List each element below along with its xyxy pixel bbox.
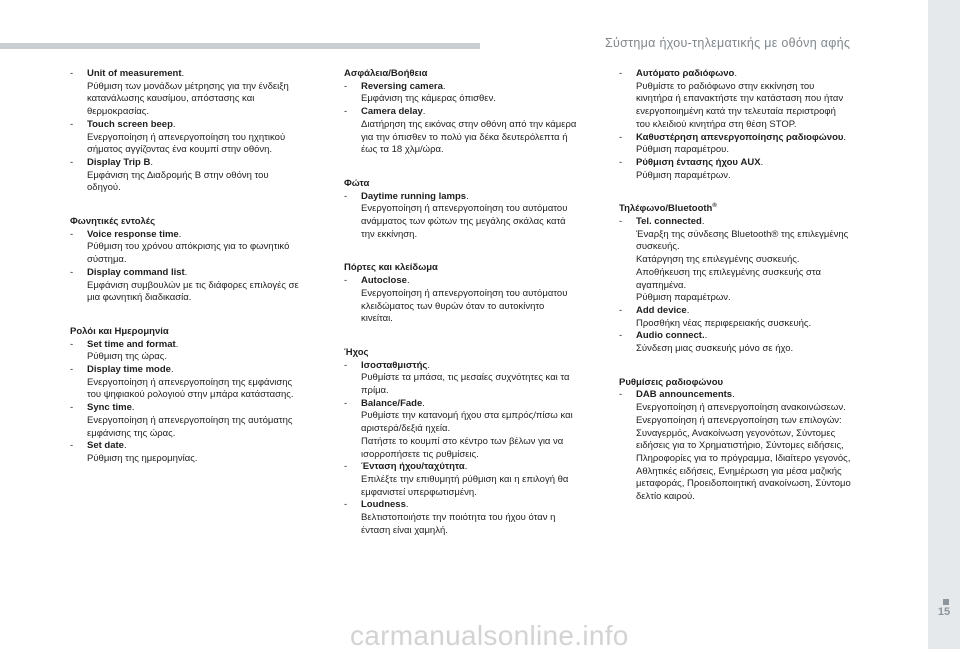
section: [344, 347, 609, 538]
section-title: [344, 262, 609, 275]
item-label: Unit of measurement: [87, 68, 182, 79]
page-header-title: Σύστημα ήχου-τηλεματικής με οθόνη αφής: [605, 36, 851, 50]
section: [344, 68, 609, 157]
page-number: 15: [937, 606, 951, 618]
item-label: Sync time: [87, 402, 132, 414]
section-title-text: Φώτα: [344, 177, 370, 189]
section-title: [70, 216, 335, 229]
item-label-period: .: [131, 402, 135, 414]
section-title-text: Ρολόι και Ημερομηνία: [70, 325, 169, 337]
item-label-period: .: [172, 118, 176, 130]
watermark: carmanualsonline.info: [350, 620, 629, 651]
item-label-period: .: [701, 216, 705, 228]
section-title-text: Ήχος: [344, 346, 369, 358]
item-label: Reversing camera: [361, 80, 443, 92]
item-label-period: .: [760, 156, 764, 168]
list-item: [344, 461, 609, 499]
list-item: [344, 360, 609, 398]
item-description: Ενεργοποίηση ή απενεργοποίηση του αυτόματου ανάμματος των φώτων της μεγάλης σκάλας κατά την εκκίνηση.: [361, 203, 568, 240]
section: [70, 326, 335, 466]
list-item: [344, 81, 609, 106]
item-label-period: .: [843, 131, 847, 143]
item-label-period: .: [422, 397, 425, 409]
item-label: Set date: [87, 440, 124, 452]
section-title: [344, 178, 609, 191]
list-item: [619, 132, 884, 157]
item-label: Καθυστέρηση απενεργοποίησης ραδιοφώνου: [636, 131, 844, 143]
section-title-text: Φωνητικές εντολές: [70, 216, 156, 228]
item-label: DAB announcements: [636, 389, 733, 401]
section-title: [619, 203, 884, 216]
section: [344, 178, 609, 242]
item-description: Ενεργοποίηση ή απενεργοποίηση του αυτόματου κλειδώματος των θυρών όταν το αυτοκίνητο κινείται.: [361, 287, 568, 325]
list-item: [70, 229, 335, 267]
item-label-period: .: [150, 156, 153, 168]
item-label: Display command list: [87, 266, 185, 278]
item-description: Ρύθμιση της ημερομηνίας.: [87, 452, 198, 464]
section: [70, 68, 335, 195]
item-description: Εμφάνιση της Διαδρομής B στην οθόνη του οδηγού.: [87, 169, 269, 194]
item-label-period: .: [734, 68, 737, 79]
item-label-period: .: [464, 461, 468, 473]
section: [70, 216, 335, 305]
item-description: Ενεργοποίηση ή απενεργοποίηση του ηχητικού σήματος αγγίζοντας ένα κουμπί στην οθόνη.: [87, 131, 286, 156]
item-label-period: .: [442, 80, 446, 92]
list-item: [619, 216, 884, 305]
section-title: [344, 347, 609, 360]
item-description: Εμφάνιση της κάμερας όπισθεν.: [361, 93, 496, 105]
list-item: [344, 398, 609, 462]
list-item: [344, 275, 609, 326]
item-description: Έναρξη της σύνδεσης Bluetooth® της επιλεγμένης συσκευής. Κατάργηση της επιλεγμένης συσκευής. Αποθήκευση της επιλεγμένης συσκευής στα αγαπημένα. Ρύθμιση παραμέτρων.: [636, 228, 849, 304]
item-label: Display Trip B: [87, 156, 151, 168]
item-description: Εμφάνιση συμβουλών με τις διάφορες επιλογές σε μια φωνητική διαδικασία.: [87, 279, 299, 304]
item-description: Ρύθμιση της ώρας.: [87, 351, 167, 363]
list-item: [344, 191, 609, 242]
list-item: [70, 267, 335, 305]
item-label: Tel. connected: [636, 216, 702, 228]
item-label: Add device: [636, 304, 687, 316]
section-title-text: Τηλέφωνο/Bluetooth: [619, 203, 713, 215]
list-item: [619, 68, 884, 132]
item-description: Ρυθμίστε το ραδιόφωνο στην εκκίνηση του κινητήρα ή επανακτήστε την κατάσταση που ήταν ενεργοποιημένη κατά την τελευταία περιστροφή του κλειδιού κινητήρα στη θέση STOP.: [636, 80, 844, 130]
item-label: Ισοσταθμιστής: [361, 359, 428, 371]
item-label-period: .: [732, 389, 735, 401]
item-description: Βελτιστοποιήστε την ποιότητα του ήχου όταν η ένταση είναι χαμηλή.: [361, 512, 556, 536]
list-item: [619, 330, 884, 355]
item-description: Διατήρηση της εικόνας στην οθόνη από την κάμερα για την όπισθεν το πολύ για δέκα δευτερόλεπτα ή έως τα 18 χλμ/ώρα.: [361, 118, 577, 156]
item-description: Επιλέξτε την επιθυμητή ρύθμιση και η επιλογή θα εμφανιστεί υπερφωτισμένη.: [361, 473, 569, 498]
section-title: [619, 377, 884, 390]
list-item: [344, 106, 609, 157]
item-description: Ρυθμίστε την κατανομή ήχου στα εμπρός/πίσω και αριστερά/δεξιά ηχεία. Πατήστε το κουμπί στο κέντρο των βέλων για να ισορροπήσετε τις ρυθμίσεις.: [361, 410, 573, 460]
item-description: Σύνδεση μιας συσκευής μόνο σε ήχο.: [636, 343, 794, 355]
item-label-period: .: [422, 106, 426, 118]
page-marker-square: [943, 599, 949, 605]
item-label-period: .: [170, 364, 174, 376]
list-item: [70, 364, 335, 402]
item-label-period: .: [466, 190, 469, 202]
registered-mark: ®: [712, 203, 717, 210]
item-label: Voice response time: [87, 228, 179, 240]
column-3: [619, 68, 884, 525]
item-description: Ενεργοποίηση ή απενεργοποίηση της αυτόματης εμφάνισης της ώρας.: [87, 414, 293, 439]
list-item: [70, 402, 335, 440]
section: [344, 262, 609, 326]
section: [619, 203, 884, 355]
item-description: Προσθήκη νέας περιφερειακής συσκευής.: [636, 317, 812, 329]
item-label-period: .: [178, 228, 182, 240]
list-item: [344, 499, 609, 537]
item-label: Ρύθμιση έντασης ήχου AUX: [636, 156, 761, 168]
section: [619, 68, 884, 182]
item-label-period: .: [184, 266, 188, 278]
item-label: Set time and format: [87, 338, 176, 350]
item-label: Daytime running lamps: [361, 190, 467, 202]
item-label-period: .: [175, 338, 179, 350]
item-description: Ρύθμιση του χρόνου απόκρισης για το φωνητικό σύστημα.: [87, 241, 290, 266]
item-label-period: .: [123, 440, 127, 452]
item-description: Ρύθμιση παραμέτρου.: [636, 144, 729, 156]
item-label: Autoclose: [361, 275, 407, 287]
item-label: Loudness: [361, 499, 406, 511]
item-label-period: .: [427, 359, 430, 371]
list-item: [70, 68, 335, 119]
list-item: [70, 440, 335, 465]
column-1: [70, 68, 335, 487]
item-description: Ρύθμιση παραμέτρων.: [636, 169, 731, 181]
item-description: Ενεργοποίηση ή απενεργοποίηση της εμφάνισης του ψηφιακού ρολογιού στην μπάρα κατάστασης.: [87, 376, 294, 401]
header-rule: [0, 43, 480, 49]
section-title: [344, 68, 609, 81]
section-title-text: Ασφάλεια/Βοήθεια: [344, 68, 428, 79]
list-item: [619, 389, 884, 503]
section-title-text: Πόρτες και κλείδωμα: [344, 262, 438, 274]
column-2: [344, 68, 609, 559]
item-label-period: .: [704, 330, 708, 342]
item-label: Ένταση ήχου/ταχύτητα: [361, 461, 465, 473]
section-title: [70, 326, 335, 339]
item-label: Display time mode: [87, 364, 171, 376]
item-label: Balance/Fade: [361, 397, 423, 409]
item-description: Ρυθμίστε τα μπάσα, τις μεσαίες συχνότητες και τα πρίμα.: [361, 372, 570, 397]
item-label: Camera delay: [361, 106, 423, 118]
list-item: [70, 157, 335, 195]
list-item: [70, 339, 335, 364]
item-description: Ενεργοποίηση ή απενεργοποίηση ανακοινώσεων. Ενεργοποίηση ή απενεργοποίηση των επιλογών: Συναγερμός, Ανακοίνωση γεγονότων, Σύντομες ειδήσεις για το Χρηματιστήριο, Σύντομες ειδήσεις, Πληροφορίες για το πρόγραμμα, Ιδιαίτερο γεγονός, Αθλητικές ειδήσεις, Ενημέρωση για μέσα μαζικής μεταφοράς, Προειδοποιητική ανακοίνωση, Σύντομο δελτίο καιρού.: [636, 402, 851, 503]
section-title-text: Ρυθμίσεις ραδιοφώνου: [619, 376, 724, 388]
list-item: [70, 119, 335, 157]
list-item: [619, 305, 884, 330]
section: [619, 377, 884, 504]
item-label-period: .: [405, 499, 409, 511]
item-label-period: .: [181, 68, 185, 79]
item-label: Audio connect.: [636, 330, 705, 342]
item-label-period: .: [406, 275, 410, 287]
item-label: Touch screen beep: [87, 118, 173, 130]
list-item: [619, 157, 884, 182]
item-description: Ρύθμιση των μονάδων μέτρησης για την ένδειξη κατανάλωσης καυσίμου, απόστασης και θερμοκρασίας.: [87, 80, 289, 118]
item-label: Αυτόματο ραδιόφωνο: [636, 68, 735, 79]
side-margin-bar: [928, 0, 960, 649]
item-label-period: .: [686, 304, 690, 316]
